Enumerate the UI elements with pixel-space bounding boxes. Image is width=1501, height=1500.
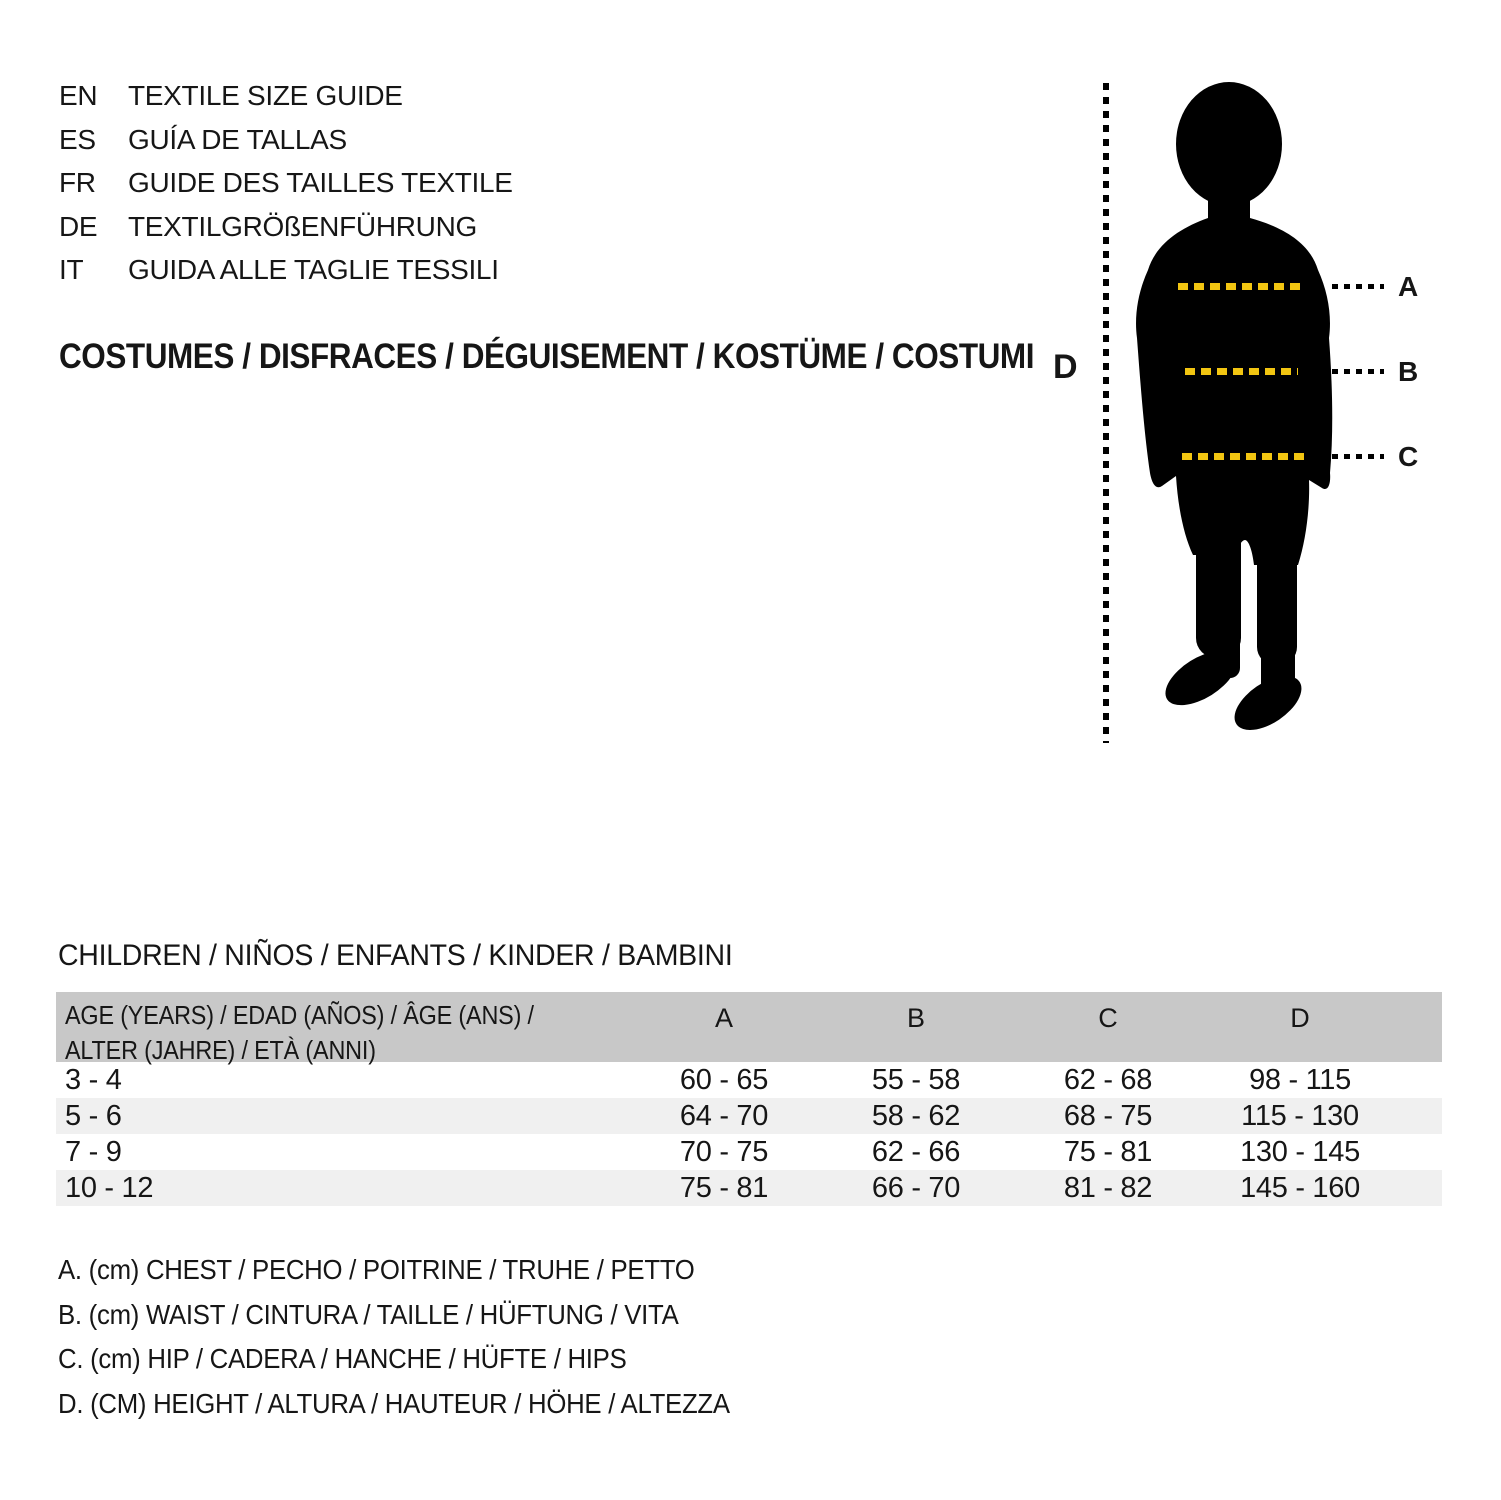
waist-leader-line (1332, 369, 1384, 374)
language-row-de (59, 205, 513, 249)
age-cell: 5 - 6 (65, 1100, 122, 1132)
hip-cell: 75 - 81 (1063, 1136, 1153, 1168)
language-row-es (59, 118, 513, 162)
size-table (56, 992, 1442, 1206)
table-row (56, 1170, 1442, 1206)
header-filler (1396, 992, 1442, 1068)
size-table-header-row (56, 992, 1442, 1065)
language-title: GUIDA ALLE TAGLIE TESSILI (128, 254, 499, 285)
age-cell: 10 - 12 (65, 1172, 154, 1204)
column-header-d: D (1290, 1003, 1310, 1033)
chest-cell: 64 - 70 (679, 1100, 769, 1132)
waist-measure-label: B (1398, 356, 1419, 387)
legend-height: D. (CM) HEIGHT / ALTURA / HAUTEUR / HÖHE / ALTEZZA (58, 1387, 730, 1419)
language-title: TEXTILGRÖßENFÜHRUNG (128, 210, 477, 242)
language-code: FR (59, 167, 96, 198)
hip-cell: 81 - 82 (1063, 1172, 1153, 1204)
table-row (56, 1134, 1442, 1170)
children-section-title: CHILDREN / NIÑOS / ENFANTS / KINDER / BAMBINI (58, 939, 733, 972)
column-header-c: C (1098, 1003, 1118, 1033)
legend-hip: C. (cm) HIP / CADERA / HANCHE / HÜFTE / HIPS (58, 1343, 627, 1374)
waist-cell: 55 - 58 (871, 1064, 961, 1096)
column-header-b: B (906, 1003, 925, 1033)
row-filler (1396, 1098, 1442, 1134)
chest-measure-line (1178, 283, 1304, 290)
language-title: TEXTILE SIZE GUIDE (128, 80, 403, 111)
measurement-legend (58, 1248, 788, 1426)
hip-measure-label: C (1398, 441, 1419, 472)
language-title: GUÍA DE TALLAS (128, 123, 347, 155)
height-cell: 130 - 145 (1240, 1136, 1360, 1168)
age-cell: 3 - 4 (65, 1064, 122, 1096)
row-filler (1396, 1062, 1442, 1098)
legend-waist: B. (cm) WAIST / CINTURA / TAILLE / HÜFTUNG / VITA (58, 1298, 679, 1330)
language-code: IT (59, 254, 84, 285)
chest-cell: 75 - 81 (679, 1172, 769, 1204)
row-filler (1396, 1170, 1442, 1206)
row-filler (1396, 1134, 1442, 1170)
chest-cell: 60 - 65 (679, 1064, 769, 1096)
waist-measure-line (1185, 368, 1298, 375)
hip-measure-line (1182, 453, 1307, 460)
hip-cell: 62 - 68 (1063, 1064, 1153, 1096)
age-header-line2: ALTER (JAHRE) / ETÀ (ANNI) (65, 1035, 376, 1065)
age-column-header (56, 992, 628, 1068)
chest-leader-line (1332, 284, 1384, 289)
column-header-a: A (714, 1003, 733, 1033)
age-cell: 7 - 9 (65, 1136, 122, 1168)
language-code: ES (59, 123, 96, 155)
language-title: GUIDE DES TAILLES TEXTILE (128, 167, 513, 198)
waist-cell: 58 - 62 (871, 1100, 961, 1132)
waist-cell: 66 - 70 (871, 1172, 961, 1204)
language-row-en (59, 74, 513, 118)
hip-cell: 68 - 75 (1063, 1100, 1153, 1132)
legend-chest: A. (cm) CHEST / PECHO / POITRINE / TRUHE / PETTO (58, 1254, 695, 1285)
language-row-fr (59, 161, 513, 205)
hip-leader-line (1332, 454, 1384, 459)
chest-measure-label: A (1398, 271, 1419, 302)
language-code: DE (59, 210, 98, 242)
child-silhouette-icon (1128, 78, 1338, 746)
language-row-it (59, 248, 513, 292)
language-list (59, 74, 513, 292)
height-cell: 115 - 130 (1241, 1100, 1359, 1132)
chest-cell: 70 - 75 (679, 1136, 769, 1168)
height-measure-label: D (1053, 348, 1078, 386)
language-code: EN (59, 80, 98, 111)
table-row (56, 1098, 1442, 1134)
waist-cell: 62 - 66 (871, 1136, 961, 1168)
height-cell: 98 - 115 (1249, 1064, 1351, 1096)
height-measure-dotted-line (1103, 83, 1109, 743)
height-cell: 145 - 160 (1240, 1172, 1360, 1204)
category-title: COSTUMES / DISFRACES / DÉGUISEMENT / KOSTÜME / COSTUMI (59, 337, 1035, 376)
age-header-line1: AGE (YEARS) / EDAD (AÑOS) / ÂGE (ANS) / (65, 1000, 534, 1030)
